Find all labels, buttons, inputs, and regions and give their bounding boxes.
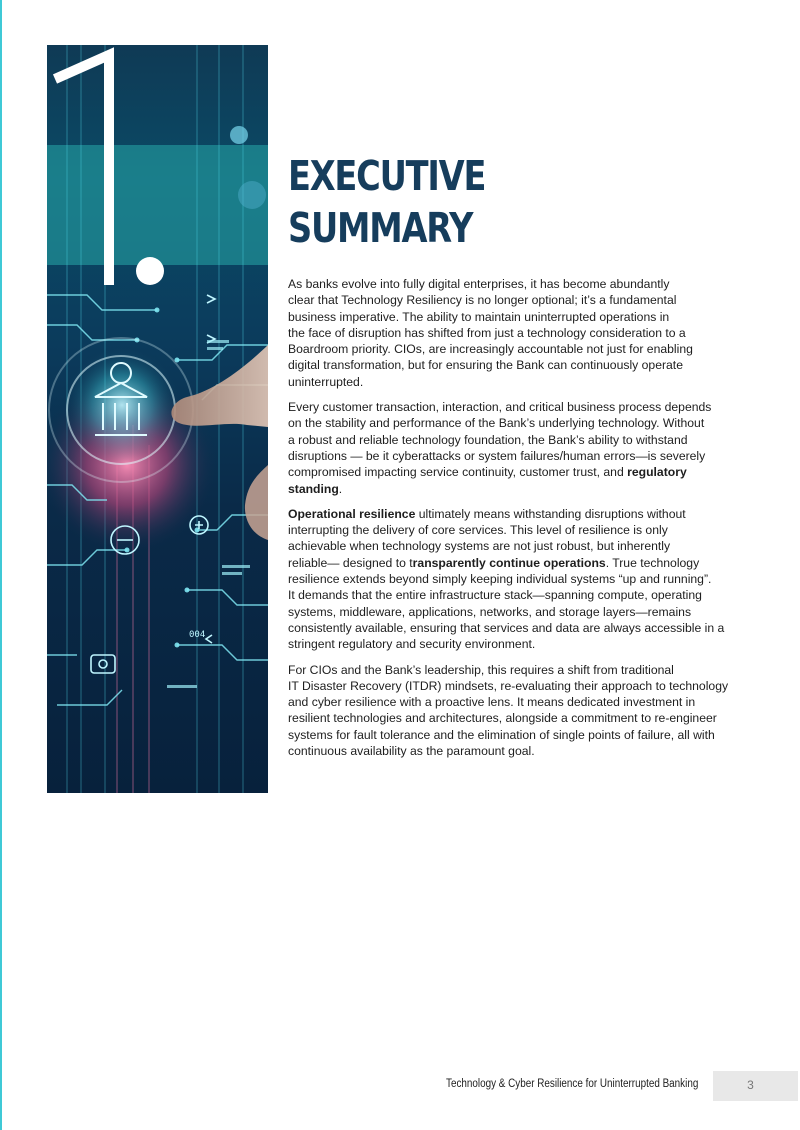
text-line <box>288 464 752 480</box>
text-run: the face of disruption has shifted from just a technology consideration to a <box>288 325 686 340</box>
text-line <box>288 522 752 538</box>
text-line <box>288 727 752 743</box>
text-run: reliable— designed to t <box>288 555 413 570</box>
text-run: compromised impacting service continuity, customer trust, and <box>288 465 628 480</box>
text-line <box>288 292 752 308</box>
text-run: digital transformation, but for ensuring the Bank can continuously operate <box>288 358 683 373</box>
text-line <box>288 325 752 341</box>
text-run: Every customer transaction, interaction, and critical business process depends <box>288 400 712 415</box>
page-number-box <box>713 1071 798 1101</box>
text-run: uninterrupted. <box>288 374 364 389</box>
text-line <box>288 710 752 726</box>
text-run: consistently available, ensuring that services and data are always accessible in a <box>288 620 725 635</box>
text-run: continuous availability as the paramount goal. <box>288 744 535 759</box>
bold-text: standing <box>288 481 339 496</box>
text-run: clear that Technology Resiliency is no longer optional; it’s a fundamental <box>288 293 677 308</box>
body-paragraph <box>288 399 752 497</box>
text-line <box>288 415 752 431</box>
footer-document-title: Technology & Cyber Resilience for Uninterrupted Banking <box>446 1078 699 1090</box>
text-run: achievable when technology systems are not just robust, but inherently <box>288 539 671 554</box>
text-line <box>288 604 752 620</box>
page-title <box>288 150 665 254</box>
text-run: . <box>338 481 343 496</box>
text-line <box>288 357 752 373</box>
text-line <box>288 309 752 325</box>
text-run: business imperative. The ability to maintain uninterrupted operations in <box>288 309 670 324</box>
text-line <box>288 432 752 448</box>
circuit-label: 004 <box>189 630 206 640</box>
text-run: . True technology <box>605 555 700 570</box>
text-run: It demands that the entire infrastructure stack—spanning compute, operating <box>288 588 702 603</box>
text-line <box>288 374 752 390</box>
text-line <box>288 636 752 652</box>
chapter-number <box>47 45 197 305</box>
body-text <box>288 276 752 768</box>
text-line <box>288 538 752 554</box>
text-line <box>288 662 752 678</box>
body-paragraph <box>288 506 752 653</box>
text-run: interrupting the delivery of core services. This level of resilience is only <box>288 523 668 538</box>
bold-text: ransparently continue operations <box>412 555 606 570</box>
text-line <box>288 743 752 759</box>
text-run: resilience extends beyond simply keeping individual systems “up and running”. <box>288 572 712 587</box>
text-line <box>288 678 752 694</box>
text-line <box>288 276 752 292</box>
left-accent-rule <box>0 0 2 1130</box>
bold-text: regulatory <box>627 465 687 480</box>
text-line <box>288 481 752 497</box>
body-paragraph <box>288 662 752 760</box>
text-line <box>288 571 752 587</box>
text-line <box>288 341 752 357</box>
bold-text: Operational resilience <box>288 506 416 521</box>
text-line <box>288 448 752 464</box>
text-line <box>288 506 752 522</box>
text-run: and cyber resilience with a proactive lens. It means dedicated investment in <box>288 695 696 710</box>
text-run: IT Disaster Recovery (ITDR) mindsets, re-evaluating their approach to technology <box>288 678 729 693</box>
page-title-line-2: SUMMARY <box>288 204 473 252</box>
text-line <box>288 620 752 636</box>
text-line <box>288 555 752 571</box>
hero-image <box>47 45 268 793</box>
text-run: For CIOs and the Bank’s leadership, this requires a shift from traditional <box>288 662 674 677</box>
body-paragraph <box>288 276 752 390</box>
text-run: a robust and reliable technology foundation, the Bank’s ability to withstand <box>288 432 688 447</box>
text-run: on the stability and performance of the Bank’s underlying technology. Without <box>288 416 705 431</box>
text-run: stringent regulatory and security environment. <box>288 637 536 652</box>
text-run: Boardroom priority. CIOs, are increasingly accountable not just for enabling <box>288 342 693 357</box>
text-run: ultimately means withstanding disruptions without <box>415 506 686 521</box>
page-title-line-1: EXECUTIVE <box>288 152 486 200</box>
text-line <box>288 399 752 415</box>
text-run: disruptions — be it cyberattacks or system failures/human errors—is severely <box>288 448 706 463</box>
text-line <box>288 694 752 710</box>
text-run: systems, middleware, applications, networks, and storage layers—remains <box>288 604 692 619</box>
text-run: systems for fault tolerance and the elimination of single points of failure, all with <box>288 727 715 742</box>
text-line <box>288 587 752 603</box>
page-number: 3 <box>747 1078 754 1092</box>
text-run: resilient technologies and architectures, alongside a commitment to re-engineer <box>288 711 717 726</box>
text-run: As banks evolve into fully digital enterprises, it has become abundantly <box>288 277 670 291</box>
